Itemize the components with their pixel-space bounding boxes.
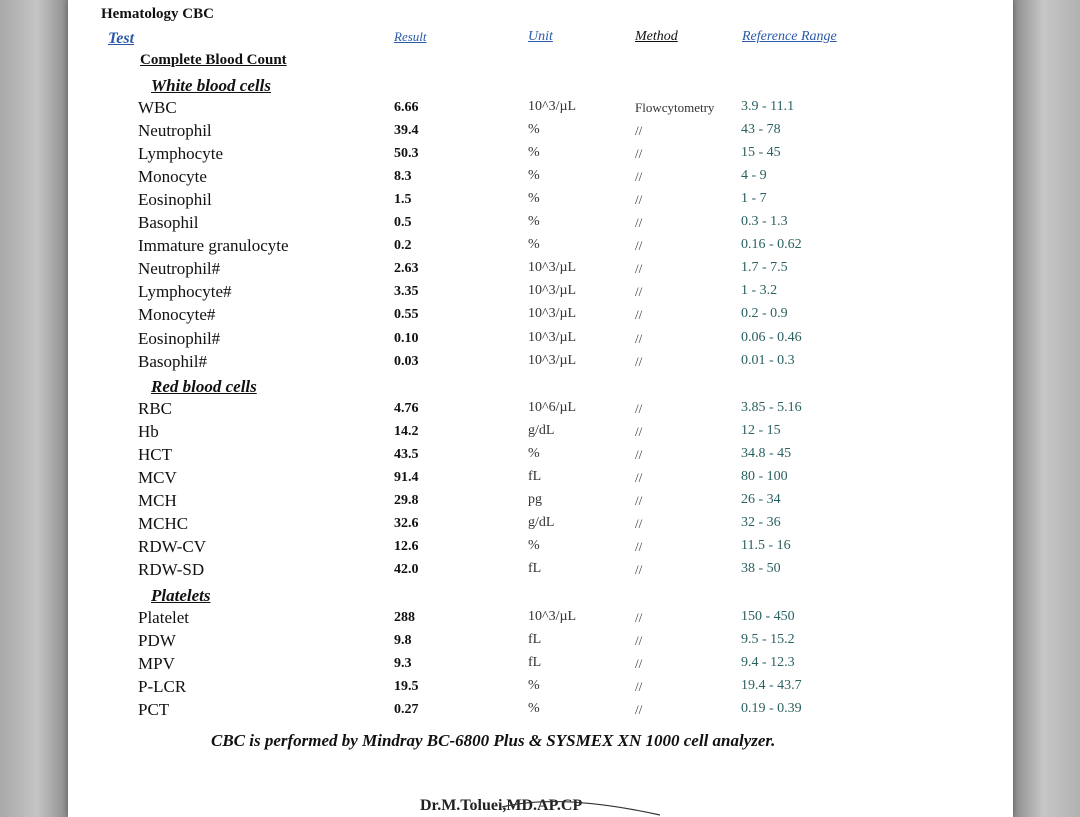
result-row [0,283,1080,306]
signature-stroke [500,795,670,817]
result-value: 0.27 [394,702,419,718]
result-value: 0.2 [394,238,412,254]
reference-range-value: 34.8 - 45 [741,446,792,462]
reference-range-value: 0.06 - 0.46 [741,329,802,345]
result-value: 9.3 [394,656,412,672]
reference-range-value: 1 - 7 [741,191,767,207]
reference-range-value: 12 - 15 [741,423,781,439]
unit-value: 10^3/µL [528,283,577,299]
unit-value: fL [528,632,542,648]
method-value: // [635,238,643,254]
unit-value: 10^3/µL [528,260,577,276]
result-row [0,237,1080,260]
result-row [0,191,1080,214]
analyzer-note: CBC is performed by Mindray BC-6800 Plus & SYSMEX XN 1000 cell analyzer. [211,731,776,750]
method-value: // [635,493,643,509]
unit-value: % [528,168,540,184]
reference-range-value: 3.9 - 11.1 [741,99,795,114]
result-row [0,538,1080,561]
result-value: 8.3 [394,169,412,185]
method-value: // [635,702,643,718]
unit-value: % [528,191,540,207]
test-name: Hb [138,422,159,442]
result-row [0,469,1080,492]
result-row [0,122,1080,145]
test-name: Platelet [138,608,189,627]
result-row [0,678,1080,701]
section-title: White blood cells [151,76,271,95]
result-row [0,655,1080,678]
method-value: // [635,284,643,300]
test-name: Basophil# [138,351,207,371]
result-row [0,609,1080,632]
result-row [0,353,1080,376]
method-value: // [635,447,643,463]
reference-range-value: 15 - 45 [741,145,781,161]
method-value: // [635,401,643,416]
test-name: MCH [138,491,177,511]
method-value: // [635,261,643,277]
method-value: // [635,146,643,162]
result-value: 6.66 [394,100,419,115]
result-value: 4.76 [394,401,419,416]
unit-value: 10^3/µL [528,306,577,322]
result-row [0,515,1080,538]
result-value: 9.8 [394,633,412,649]
unit-value: 10^3/µL [528,329,577,345]
reference-range-value: 0.16 - 0.62 [741,237,802,253]
method-value: // [635,656,643,672]
section-title: Red blood cells [151,377,257,396]
result-value: 1.5 [394,192,412,208]
reference-range-value: 0.01 - 0.3 [741,352,795,368]
reference-range-value: 4 - 9 [741,168,767,184]
test-name: MCHC [138,514,189,534]
result-value: 2.63 [394,261,419,277]
unit-value: fL [528,469,542,485]
result-row [0,632,1080,655]
test-name: Basophil [138,213,199,233]
column-header-method: Method [635,29,678,44]
result-value: 29.8 [394,493,419,509]
result-row [0,145,1080,168]
reference-range-value: 11.5 - 16 [741,538,791,554]
panel-title: Complete Blood Count [140,52,287,68]
reference-range-value: 80 - 100 [741,469,788,485]
result-value: 12.6 [394,539,419,555]
reference-range-value: 0.2 - 0.9 [741,306,788,322]
unit-value: % [528,446,540,462]
method-value: // [635,215,643,231]
result-value: 0.5 [394,215,412,231]
column-header-test: Test [108,30,135,47]
unit-value: % [528,678,540,694]
doctor-signature-name: Dr.M.Toluei,MD.AP.CP [420,797,583,814]
result-row [0,400,1080,423]
result-value: 0.10 [394,330,419,346]
method-value: // [635,192,643,208]
test-name: Monocyte# [138,305,216,325]
test-name: Lymphocyte# [138,282,232,302]
method-value: // [635,470,643,486]
unit-value: fL [528,655,542,671]
test-name: Eosinophil# [138,328,221,348]
unit-value: % [528,237,540,253]
result-value: 32.6 [394,516,419,532]
result-value: 91.4 [394,470,419,486]
method-value: // [635,562,643,578]
method-value: // [635,516,643,532]
reference-range-value: 19.4 - 43.7 [741,678,802,694]
unit-value: % [528,538,540,554]
result-value: 39.4 [394,123,419,139]
result-value: 50.3 [394,146,419,162]
result-row [0,99,1080,122]
test-name: PCT [138,700,170,720]
reference-range-value: 32 - 36 [741,515,781,531]
result-row [0,561,1080,584]
method-value: // [635,330,643,346]
result-value: 3.35 [394,284,419,300]
reference-range-value: 0.19 - 0.39 [741,701,802,717]
column-header-result: Result [394,29,427,44]
reference-range-value: 9.4 - 12.3 [741,655,795,671]
method-value: // [635,633,643,649]
unit-value: 10^6/µL [528,400,577,415]
method-value: // [635,610,643,625]
unit-value: 10^3/µL [528,352,577,368]
unit-value: g/dL [528,515,555,531]
result-value: 14.2 [394,424,419,440]
unit-value: % [528,214,540,230]
unit-value: % [528,701,540,717]
result-value: 288 [394,610,415,625]
result-row [0,492,1080,515]
method-value: // [635,353,643,369]
reference-range-value: 9.5 - 15.2 [741,632,795,648]
method-value: // [635,123,643,139]
test-name: P-LCR [138,677,187,697]
method-value: Flowcytometry [635,100,715,115]
result-value: 42.0 [394,562,419,578]
method-value: // [635,679,643,695]
result-row [0,423,1080,446]
test-name: RDW-SD [138,560,205,580]
test-name: HCT [138,445,172,465]
unit-value: pg [528,492,542,508]
reference-range-value: 43 - 78 [741,122,781,138]
result-value: 43.5 [394,447,419,463]
unit-value: 10^3/µL [528,99,577,114]
reference-range-value: 0.3 - 1.3 [741,214,788,230]
result-value: 0.55 [394,307,419,323]
test-name: Lymphocyte [138,144,223,164]
unit-value: g/dL [528,423,555,439]
report-title: Hematology CBC [101,6,214,22]
test-name: RBC [138,399,173,418]
result-row [0,446,1080,469]
method-value: // [635,539,643,555]
reference-range-value: 38 - 50 [741,561,781,577]
test-name: MPV [138,654,175,674]
test-name: Monocyte [138,167,207,187]
result-row [0,306,1080,329]
unit-value: % [528,145,540,161]
test-name: RDW-CV [138,537,206,557]
test-name: PDW [138,631,176,651]
test-name: Neutrophil# [138,259,221,279]
test-name: Eosinophil [138,190,212,210]
method-value: // [635,424,643,440]
result-row [0,168,1080,191]
test-name: Neutrophil [138,121,212,141]
column-header-unit: Unit [528,29,553,44]
unit-value: % [528,122,540,138]
result-value: 0.03 [394,353,419,369]
result-row [0,214,1080,237]
test-name: WBC [138,98,177,117]
result-row [0,260,1080,283]
reference-range-value: 1 - 3.2 [741,283,778,299]
column-header-reference-range: Reference Range [742,29,837,44]
reference-range-value: 26 - 34 [741,492,781,508]
method-value: // [635,307,643,323]
result-value: 19.5 [394,679,419,695]
section-title: Platelets [151,586,211,605]
unit-value: 10^3/µL [528,609,577,624]
reference-range-value: 1.7 - 7.5 [741,260,788,276]
method-value: // [635,169,643,185]
reference-range-value: 3.85 - 5.16 [741,400,802,415]
test-name: Immature granulocyte [138,236,289,256]
test-name: MCV [138,468,177,488]
result-row [0,330,1080,353]
result-row [0,701,1080,724]
reference-range-value: 150 - 450 [741,609,795,624]
unit-value: fL [528,561,542,577]
